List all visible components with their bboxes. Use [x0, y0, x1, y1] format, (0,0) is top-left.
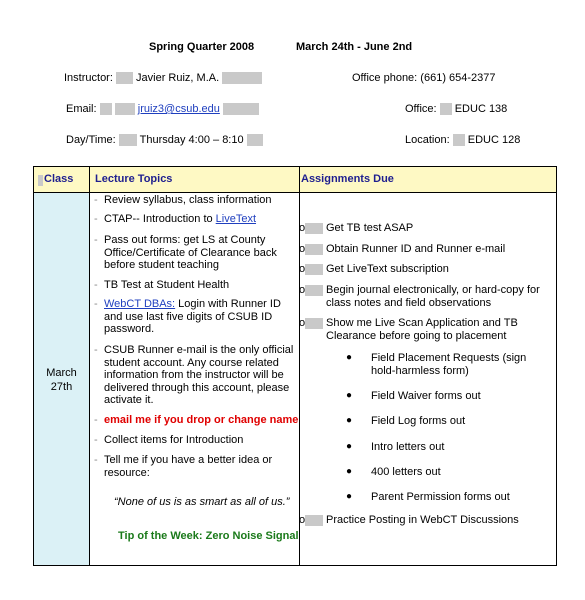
column-header-class: Class: [44, 173, 74, 185]
tip-of-week: Tip of the Week: Zero Noise Signal: [118, 530, 299, 542]
topic-item: - Pass out forms: get LS at County Office/Certificate of Clearance back before student teaching: [94, 234, 277, 271]
syllabus-table: [33, 166, 557, 566]
topic-item: - TB Test at Student Health: [94, 279, 230, 291]
column-header-assignments-due: Assignments Due: [301, 173, 394, 185]
redaction-block: [116, 72, 133, 84]
phone-label: Office phone:: [352, 72, 418, 84]
redaction-block: [223, 103, 259, 115]
redaction-block: [38, 175, 43, 186]
class-date: [34, 366, 89, 394]
topic-item: - Collect items for Introduction: [94, 434, 244, 446]
redaction-block: [222, 72, 262, 84]
class-date-month: March: [46, 367, 77, 379]
topic-item: - CTAP-- Introduction to LiveText: [94, 213, 257, 225]
redaction-block: [119, 134, 137, 146]
bullet-item: ● Field Placement Requests (sign hold-harmless form): [346, 352, 527, 377]
column-divider: [89, 167, 90, 565]
email-label: Email:: [66, 103, 97, 115]
location-row: [405, 134, 520, 146]
livetext-link[interactable]: LiveText: [215, 213, 257, 225]
location-value: EDUC 128: [467, 134, 521, 146]
redaction-block: [440, 103, 452, 115]
daytime-label: Day/Time:: [66, 134, 116, 146]
redaction-block: [100, 103, 112, 115]
assignment-item: o Get LiveText subscription: [299, 263, 449, 275]
assignment-item: o Get TB test ASAP: [299, 222, 414, 234]
motto-quote: “None of us is as smart as all of us.”: [114, 496, 290, 508]
topic-item: - Tell me if you have a better idea or resource:: [94, 454, 273, 479]
topic-item: - email me if you drop or change name: [94, 414, 299, 426]
daytime-value: Thursday 4:00 – 8:10: [139, 134, 244, 146]
topic-item: - WebCT DBAs: Login with Runner ID and use last five digits of CSUB ID password.: [94, 298, 281, 335]
office-row: [405, 103, 507, 115]
quarter-title: Spring Quarter 2008: [149, 41, 255, 53]
instructor-row: [64, 72, 262, 84]
webct-dbas-link[interactable]: WebCT DBAs:: [104, 298, 176, 310]
redaction-block: [247, 134, 263, 146]
column-header-lecture-topics: Lecture Topics: [95, 173, 173, 185]
quarter-dates: March 24th - June 2nd: [296, 41, 413, 53]
bullet-item: ● 400 letters out: [346, 466, 441, 478]
email-link[interactable]: jruiz3@csub.edu: [137, 103, 220, 115]
phone-row: [352, 72, 496, 84]
bullet-item: ● Field Log forms out: [346, 415, 466, 427]
class-date-day: 27th: [50, 381, 73, 393]
office-label: Office:: [405, 103, 437, 115]
email-row: [66, 103, 259, 115]
topic-item: - CSUB Runner e-mail is the only official student account. Any course related information from the instructor will be delivered through this account, please activate it.: [94, 344, 294, 406]
redaction-block: [453, 134, 465, 146]
instructor-name: Javier Ruiz, M.A.: [136, 72, 220, 84]
location-label: Location:: [405, 134, 450, 146]
bullet-item: ● Field Waiver forms out: [346, 390, 481, 402]
instructor-label: Instructor:: [64, 72, 113, 84]
daytime-row: [66, 134, 263, 146]
bullet-item: ● Intro letters out: [346, 441, 445, 453]
phone-value: (661) 654-2377: [420, 72, 496, 84]
assignment-item: o Show me Live Scan Application and TB Clearance before going to placement: [299, 317, 518, 342]
bullet-item: ● Parent Permission forms out: [346, 491, 510, 503]
assignment-item: o Practice Posting in WebCT Discussions: [299, 514, 519, 526]
office-value: EDUC 138: [454, 103, 508, 115]
redaction-block: [115, 103, 135, 115]
assignment-item: o Obtain Runner ID and Runner e-mail: [299, 243, 506, 255]
topic-item: - Review syllabus, class information: [94, 194, 272, 206]
assignment-item: o Begin journal electronically, or hard-copy for class notes and field observations: [299, 284, 540, 309]
